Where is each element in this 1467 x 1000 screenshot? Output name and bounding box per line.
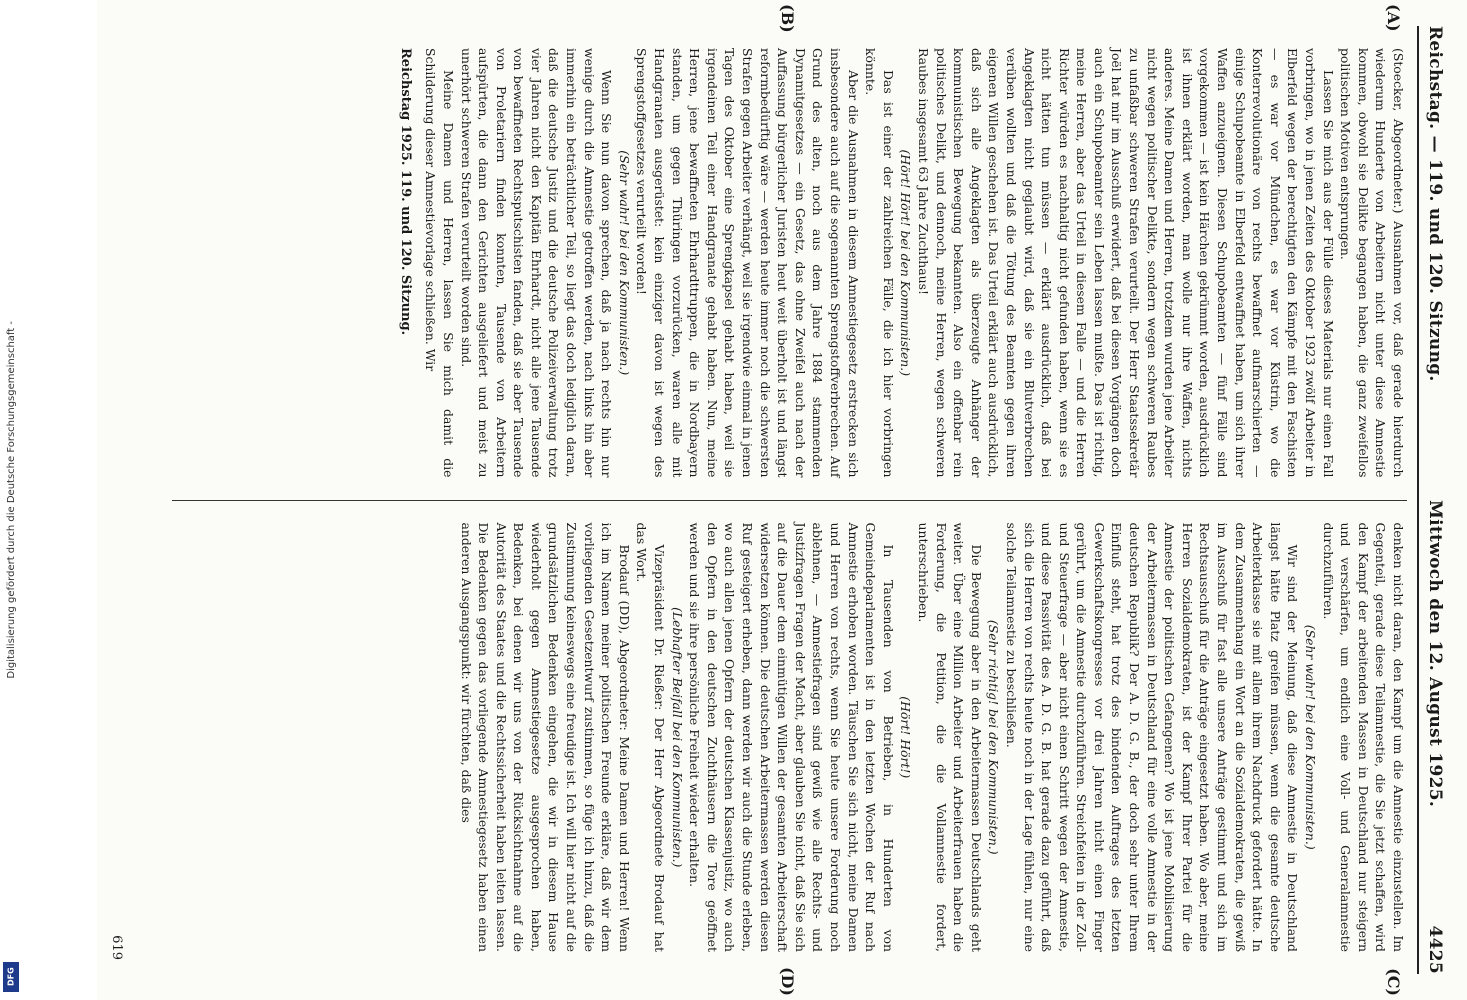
interjection: (Lebhafter Beifall bei den Kommunisten.)	[669, 607, 685, 868]
header-page-number: 4425	[1425, 925, 1445, 974]
watermark-strip	[0, 0, 22, 1000]
paragraph: (Stoecker, Abgeordneter.) Ausnahmen vor, daß gerade hierdurch wiederum Hunderte von Arbeitern nicht unter diese Amnestie kommen, obwohl sie Delikte begangen haben, die ganz zweifellos politischen Motiven entsprungen.	[1338, 48, 1406, 478]
page-header	[1417, 26, 1445, 974]
paragraph: Lassen Sie mich aus der Fülle dieses Materials nur einen Fall vorbringen, wo in jenen Zeiten des Oktober 1923 zwölf Arbeiter in Elberfeld wegen der berechtigten den Kämpfe mit den Faschisten — es war vor Mündchen, es war vor Küstrin, wo die Konterrevolutionäre von rechts bewaffnet aufmarschierten — einige Schupobeamte in Elberfeld entwaffnet haben, um sich ihrer Waffen anzueignen. Diesen Schupobeamten — fünf Fälle sind vorgekommen — ist kein Härchen gekrümmt worden, ausdrücklich ist ihnen erklärt worden, man wolle nur ihre Waffen, nichts anderes. Meine Damen und Herren, trotzdem wurden jene Arbeiter nicht wegen politischer Delikte, sondern wegen schweren Raubes zu unfaßbar schweren Strafen verurteilt. Der Herr Staatssekretär Joël hat mir im Ausschuß erwidert, daß bei diesen Vorgängen doch auch ein Schupobeamter sein Leben lassen mußte. Das ist richtig, meine Herren, aber das Urteil in diesem Falle — und die Herren Richter würden es nachhaltig nicht gefunden haben, wenn sie es nicht hätten tun müssen — erklärt ausdrücklich, daß bei Angeklagten nicht geglaubt wird, daß sie ein Blutverbrechen verüben wollten und daß die Tötung des Beamten gegen ihren eigenen Willen geschehen ist. Das Urteil erklärt auch ausdrücklich, daß sich alle Angeklagten als überzeugte Anhänger der kommunistischen Bewegung bekannten. Also ein offenbar rein politisches Delikt, und dennoch, meine Herren, wegen schweren Raubes insgesamt 63 Jahre Zuchthaus!	[915, 48, 1336, 478]
paragraph: Das ist einer der zahlreichen Fälle, die ich hier vorbringen könnte.	[863, 48, 896, 478]
interjection: (Hört! Hört! bei den Kommunisten.)	[898, 149, 914, 377]
watermark-text: Digitalisierung gefördert durch die Deutsche Forschungsgemeinschaft -	[5, 321, 17, 679]
dfg-logo: DFG	[3, 962, 19, 992]
scanned-page	[97, 0, 1467, 1000]
margin-marker-d: (D)	[778, 966, 797, 996]
paragraph: Wir sind der Meinung, daß diese Amnestie in Deutschland längst hätte Platz greifen müssen, wenn die gesamte deutsche Arbeiterklasse sie mit allem ihrem Nachdruck gefordert hätte. In dem Zusammenhang ein Wort an die Sozialdemokraten, die gewiß im Ausschuß für fast alle unsere Anträge gestimmt und sich im Rechtsausschuß für die Anträge eingesetzt haben. Wo aber, meine Herren Sozialdemokraten, ist der Kampf Ihrer Partei für die Amnestie der politischen Gefangenen? Wo ist jene Mobilisierung der Arbeitermassen in Deutschland für eine volle Amnestie in der deutschen Republik? Der A. D. G. B., der doch sehr unter Ihrem Einfluß steht, hat trotz des bindenden Auftrages des letzten Gewerkschaftskongresses vor drei Jahren nicht einen Finger gerührt, um die Amnestie durchzuführen. Streichfeiten in der Zoll- und Steuerfrage — aber nicht einen Schritt wegen der Amnestie, und diese Passivität des A. D. G. B. hat gerade dazu geführt, daß sich die Herren von rechts heute noch in der Lage fühlen, nur eine solche Teilamnestie zu beschließen.	[1003, 522, 1301, 952]
interjection: (Sehr wahr! bei den Kommunisten.)	[1303, 624, 1319, 850]
paragraph: Aber die Ausnahmen in diesem Amnestiegesetz erstrecken sich insbesondere auch auf die sogenannten Sprengstoffverbrechen. Auf Grund des alten, noch aus dem Jahre 1884 stammenden Dynamitgesetzes — ein Gesetz, das ohne Zweifel auch nach der Auffassung bürgerlicher Juristen heut weit überholt ist und längst reformbedürftig wäre — werden heute immer noch die schwersten Strafen gegen Arbeiter verhängt, weil sie irgendwie einmal in jenen Tagen des Oktober eine Sprengkapsel gehabt haben, weil sie irgendeinen Teil einer Handgranate gehabt haben. Nun, meine Herren, jene bewaffneten Ehrhardttruppen, die in Nordbayern standen, um gegen Thüringen vorzurücken, waren alle mit Handgranaten ausgerüstet: kein einziger davon ist wegen des Sprengstoffgesetzes verurteilt worden!	[634, 48, 861, 478]
paragraph: Meine Damen und Herren, lassen Sie mich damit die Schilderung dieser Amnestievorlage schließen. Wir	[423, 48, 456, 478]
paragraph: Vizepräsident Dr. Rießer: Der Herr Abgeordnete Brodauf hat das Wort.	[634, 522, 668, 952]
column-right	[172, 501, 1407, 975]
margin-marker-b: (B)	[778, 4, 797, 33]
paragraph: Brodauf (DD), Abgeordneter: Meine Damen und Herren! Wenn ich im Namen meiner politischen Freunde erkläre, daß wir dem vorliegenden Gesetzentwurf zustimmen, so füge ich hinzu, daß die Zustimmung keineswegs eine freudige ist. Ich will hier nicht auf die grundsätzlichen Bedenken eingehen, die wir in diesem Hause wiederholt gegen Amnestiegesetze ausgesprochen haben, Bedenken, bei denen wir uns von der Rücksichtnahme auf die Autorität des Staates und die Rechtssicherheit haben leiten lassen. Die Bedenken gegen das vorliegende Amnestiegesetz haben einen anderen Ausgangspunkt: wir fürchten, daß dies	[458, 522, 632, 952]
header-session: Reichstag. — 119. und 120. Sitzung.	[1425, 26, 1445, 382]
column-left	[172, 26, 1407, 500]
page-footer: Reichstag 1925. 119. und 120. Sitzung.	[397, 48, 413, 336]
sheet-number: 619	[109, 935, 124, 960]
paragraph: Die Bewegung aber in den Arbeitermassen Deutschlands geht weiter. Über eine Million Arbeiter und Arbeiterfrauen haben die Forderung, die Petition, die die Vollamnestie fordert, unterschrieben.	[915, 522, 984, 952]
interjection: (Hört! Hört!)	[898, 696, 914, 779]
paragraph: Wenn Sie nun davon sprechen, daß ja nach rechts hin nur wenige durch die Amnestie getroffen werden, nach links hin aber immerhin ein beträchtlicher Teil, so liegt das doch lediglich daran, daß die deutsche Justiz und die deutsche Polizeiverwaltung trotz vier Jahren nicht den Kapitän Ehrhardt, nicht alle jene Tausende von bewaffneten Rechtsputschisten fanden, daß sie aber Tausende von Proletariern finden konnten, Tausende von Arbeitern aufspürten, die dann den Gerichten ausgeliefert und meist zu unerhört schweren Strafen verurteilt worden sind.	[458, 48, 615, 478]
margin-marker-a: (A)	[1384, 4, 1403, 32]
paragraph: denken nicht daran, den Kampf um die Amnestie einzustellen. Im Gegenteil, gerade diese Teilamnestie, die Sie jetzt schaffen, wird den Kampf der arbeitenden Massen in Deutschland nur steigern und verschärfen, um endlich eine Voll- und Generalamnestie durchzuführen.	[1320, 522, 1406, 952]
interjection: (Sehr wahr! bei den Kommunisten.)	[616, 150, 632, 376]
margin-marker-c: (C)	[1384, 968, 1403, 996]
interjection: (Sehr richtig! bei den Kommunisten.)	[986, 619, 1002, 855]
header-date: Mittwoch den 12. August 1925.	[1425, 499, 1445, 808]
text-columns	[172, 4, 1407, 996]
paragraph: In Tausenden von Betrieben, in Hunderten von Gemeindeparlamenten ist in den letzten Wochen der Ruf nach Amnestie erhoben worden. Täuschen Sie sich nicht, meine Damen und Herren von rechts, wenn Sie heute unsere Forderung noch ablehnen, — Amnestiefragen sind gewiß wie alle Rechts- und Justizfragen Fragen der Macht, aber glauben Sie nicht, daß Sie sich auf die Dauer dem einmütigen Willen der gesamten Arbeiterschaft widersetzen können. Die deutschen Arbeitermassen werden diesen Ruf gesteigert erheben, dann werden wir auch die Stunde erleben, wo auch allen jenen Opfern der deutschen Klassenjustiz, wo auch den Opfern in den deutschen Zuchthäusern die Tore geöffnet werden und sie ihre persönliche Freiheit wieder erhalten.	[687, 522, 896, 952]
